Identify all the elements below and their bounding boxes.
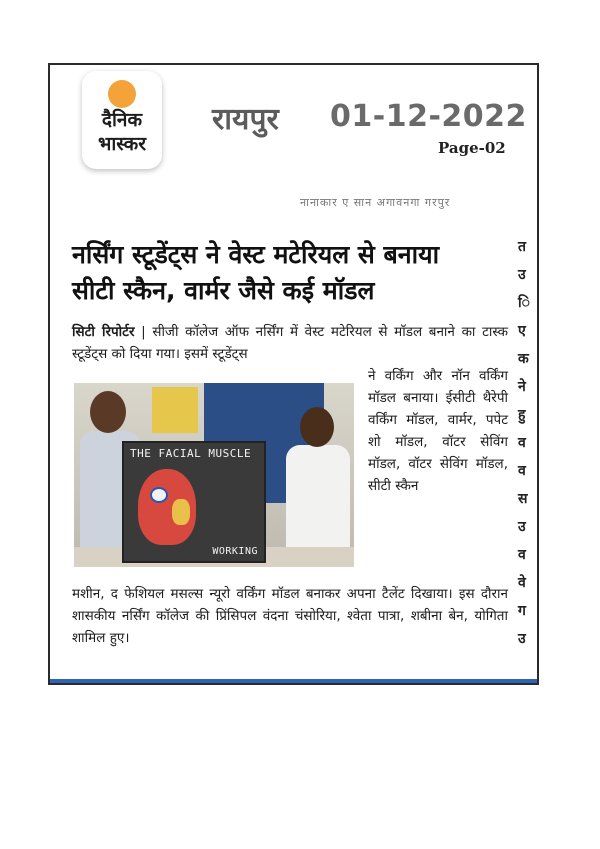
bottom-rule xyxy=(50,679,537,683)
article-intro xyxy=(72,321,508,365)
page-number: Page-02 xyxy=(438,139,506,157)
student-right xyxy=(286,407,350,567)
byline: सिटी रिपोर्टर xyxy=(72,324,135,340)
article-photo xyxy=(74,383,354,567)
board-label: WORKING xyxy=(212,546,258,557)
byline-divider: | xyxy=(134,324,153,340)
cutoff-char: व xyxy=(518,547,526,563)
cutoff-char: ग xyxy=(518,603,526,619)
dainik-bhaskar-logo xyxy=(82,71,162,169)
cutoff-char: त xyxy=(518,239,526,255)
cutoff-char: उ xyxy=(518,267,526,283)
edition-date: 01-12-2022 xyxy=(330,99,527,134)
headline-line-2: सीटी स्कैन, वार्मर जैसे कई मॉडल xyxy=(72,276,375,305)
edition-city: रायपुर xyxy=(212,102,279,137)
logo-line-1: दैनिक xyxy=(101,109,143,131)
article-side-text: ने वर्किंग और नॉन वर्किंग मॉडल बनाया। ईसीटी थैरेपी वर्किंग मॉडल, वार्मर, पपेट शो मॉडल, वॉटर सेविंग मॉडल, वॉटर सेविंग मॉडल, सीटी स्कैन xyxy=(368,368,508,494)
cutoff-char: हु xyxy=(518,407,526,423)
cutoff-char: ए xyxy=(518,323,526,339)
face-model xyxy=(138,469,196,545)
cutoff-char: क xyxy=(518,351,529,367)
cutoff-char: ने xyxy=(518,379,526,395)
logo-line-2: भास्कर xyxy=(97,133,147,155)
eye-icon xyxy=(150,487,168,503)
headline-line-1: नर्सिंग स्टूडेंट्स ने वेस्ट मटेरियल से बनाया xyxy=(72,240,440,269)
cutoff-char: व xyxy=(518,435,526,451)
cutoff-char: ि xyxy=(518,295,530,311)
article-headline xyxy=(72,237,502,309)
intro-text: सीजी कॉलेज ऑफ नर्सिंग में वेस्ट मटेरियल से मॉडल बनाने का टास्क स्टूडेंट्स को दिया गया। इसमें स्टूडेंट्स xyxy=(72,324,508,362)
cutoff-char: स xyxy=(518,491,528,507)
newspaper-clipping xyxy=(48,63,539,685)
cutoff-char: व xyxy=(518,463,526,479)
wall-poster xyxy=(152,387,198,433)
sun-icon xyxy=(108,80,136,108)
facial-muscle-model-board xyxy=(122,441,266,563)
cut-off-text-strip: नानाकार ए सान अगावनगा गरपुर xyxy=(300,196,451,209)
cutoff-char: वे xyxy=(518,575,526,591)
cutoff-char: उ xyxy=(518,631,526,647)
cutoff-char: उ xyxy=(518,519,526,535)
article-closing-text: मशीन, द फेशियल मसल्स न्यूरो वर्किंग मॉडल बनाकर अपना टैलेंट दिखाया। इस दौरान शासकीय नर्सिंग कॉलेज की प्रिंसिपल वंदना चंसोरिया, श्वेता पात्रा, शबीना बेन, योगिता शामिल हुए। xyxy=(72,586,508,646)
board-title: THE FACIAL MUSCLE xyxy=(130,447,252,460)
